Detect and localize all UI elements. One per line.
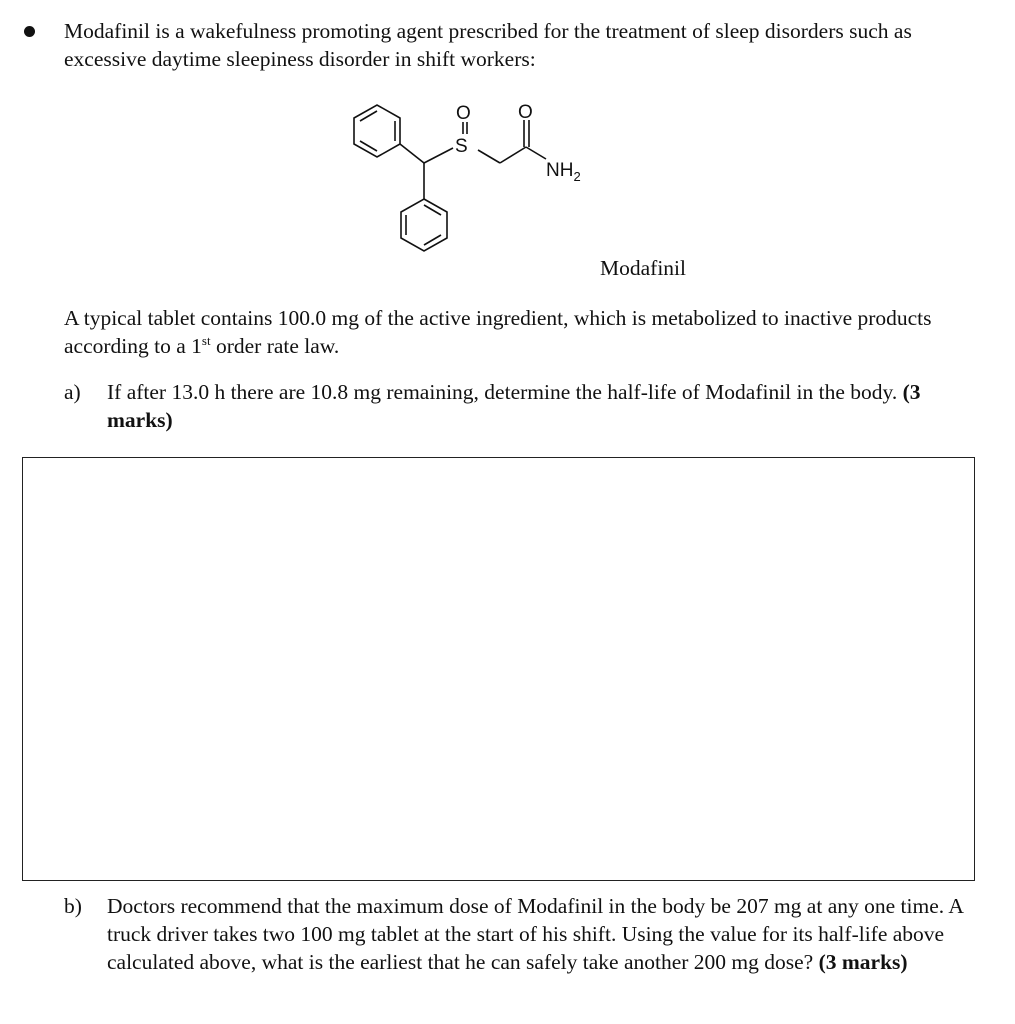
amine-subscript: 2: [573, 169, 581, 184]
question-a-label: a): [64, 380, 81, 404]
intro-text: Modafinil is a wakefulness promoting agent prescribed for the treatment of sleep disorders such as excessive daytime sleepiness disorder in shift workers:: [64, 19, 912, 71]
amine-label: [546, 160, 581, 184]
question-b-prompt: Doctors recommend that the maximum dose of Modafinil in the body be 207 mg at any one time. A truck driver takes two 100 mg tablet at the start of his shift. Using the value for its half-life above calculated above, what is the earliest that he can safely take another 200 mg dose?: [107, 894, 963, 974]
amide-oxygen-label: O: [518, 102, 533, 123]
context-paragraph: [64, 304, 984, 360]
context-text-end: order rate law.: [210, 334, 340, 358]
bullet-point: [24, 26, 35, 37]
bond-ch-s: [424, 148, 453, 163]
modafinil-structure: [340, 96, 640, 276]
sulfur-label: S: [455, 136, 468, 157]
bond-ring-ch: [400, 144, 424, 163]
sulfoxide-oxygen-label: O: [456, 103, 471, 124]
question-a-text: [107, 378, 987, 434]
question-a-marks: (3 marks): [107, 380, 921, 432]
upper-benzene-ring: [354, 105, 400, 157]
amine-nh: NH: [546, 160, 574, 181]
molecule-caption: Modafinil: [600, 256, 686, 280]
answer-box-a[interactable]: [22, 457, 975, 881]
question-a-prompt: If after 13.0 h there are 10.8 mg remaining, determine the half-life of Modafinil in the body.: [107, 380, 903, 404]
question-b-label: b): [64, 894, 82, 918]
question-b-marks: (3 marks): [818, 950, 908, 974]
bond-s-ch2: [478, 150, 500, 163]
context-text-start: A typical tablet contains 100.0 mg of the active ingredient, which is metabolized to inactive products according to a 1: [64, 306, 932, 358]
question-b-text: [107, 892, 987, 976]
bond-ch2-c: [500, 147, 526, 163]
lower-benzene-ring: [401, 199, 447, 251]
bond-c-n: [526, 147, 546, 159]
context-superscript: st: [201, 333, 211, 348]
